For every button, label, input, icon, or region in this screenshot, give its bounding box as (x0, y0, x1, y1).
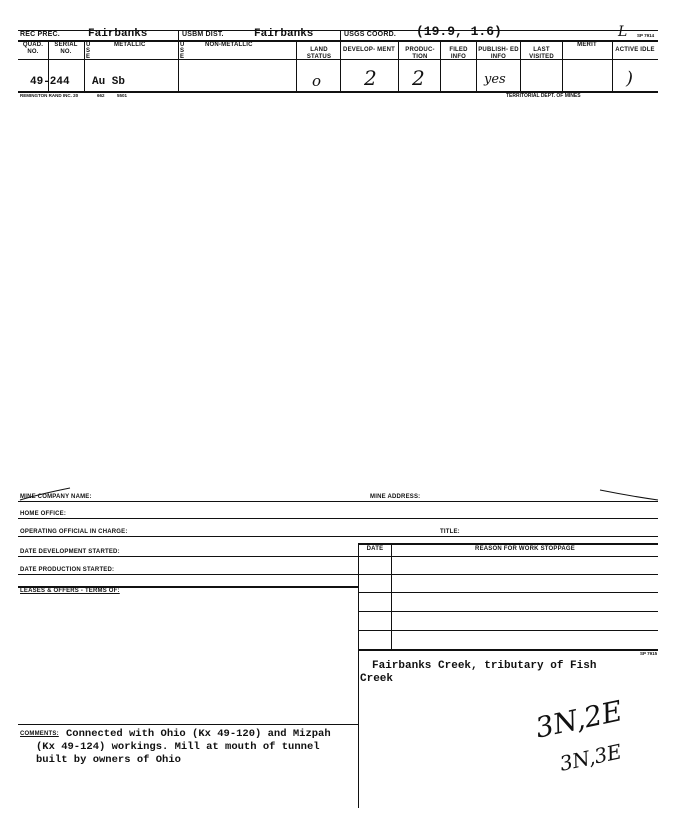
quad-serial-value: 49-244 (30, 76, 70, 88)
divider (398, 40, 399, 91)
usbm-dist-value: Fairbanks (254, 28, 314, 40)
col-use-nonmetallic: U S E (180, 42, 185, 60)
active-idle-value: ) (626, 68, 634, 89)
location-line-1: Fairbanks Creek, tributary of Fish (372, 660, 597, 672)
comments-line-1: Connected with Ohio (Kx 49-120) and Mizpah (66, 728, 331, 740)
corner-mark: L (618, 24, 628, 40)
divider (520, 40, 521, 91)
usbm-dist-label: USBM DIST. (182, 31, 224, 38)
divider (440, 40, 441, 91)
handwritten-township-1: 3N,2E (532, 694, 626, 745)
divider (562, 40, 563, 91)
stoppage-header-top (358, 543, 658, 545)
col-non-metallic: NON-METALLIC (205, 42, 253, 48)
usgs-coord-value: (19.9, 1.6) (416, 24, 502, 39)
card-top-edge (0, 478, 678, 508)
bottom-rule-3 (18, 536, 658, 537)
col-filed-info: FILED INFO (449, 47, 468, 60)
usgs-coord-label: USGS COORD. (344, 31, 396, 38)
published-info-value: yes (484, 72, 506, 87)
comments-line-3: built by owners of Ohio (36, 754, 181, 766)
comments-line-2: (Kx 49-124) workings. Mill at mouth of tunnel (36, 741, 320, 753)
divider (340, 40, 341, 91)
stoppage-row (358, 592, 658, 593)
col-active-idle: ACTIVE IDLE (615, 47, 655, 53)
divider (84, 40, 85, 91)
date-col-label: DATE (366, 546, 384, 552)
rec-prec-value: Fairbanks (88, 28, 148, 40)
col-metallic: METALLIC (114, 42, 146, 48)
divider (178, 30, 179, 40)
land-status-value: o (312, 72, 322, 90)
col-use-metallic: U S E (86, 42, 91, 60)
col-last-visited: LAST VISITED (529, 47, 554, 60)
production-value: 2 (412, 66, 425, 90)
stoppage-bottom (358, 649, 658, 651)
footer-printer: REMINGTON RAND INC. 20 (20, 93, 79, 98)
bottom-rule-4 (18, 556, 358, 557)
col-land-status: LAND STATUS (306, 47, 332, 60)
divider (178, 40, 179, 91)
col-merit: MERIT (577, 42, 597, 48)
reason-col-label: REASON FOR WORK STOPPAGE (475, 546, 575, 552)
col-development: DEVELOP- MENT (343, 47, 395, 53)
mine-company-name-label: MINE COMPANY NAME: (20, 494, 92, 500)
operating-official-label: OPERATING OFFICIAL IN CHARGE: (20, 529, 128, 535)
title-label: TITLE: (440, 529, 460, 535)
divider (340, 30, 341, 40)
rec-prec-label: REC PREC. (20, 31, 60, 38)
location-line-2: Creek (360, 673, 394, 685)
leases-label: LEASES & OFFERS - TERMS OF: (20, 588, 120, 594)
col-published-info: PUBLISH- ED INFO (478, 47, 519, 60)
col-production: PRODUC- TION (405, 47, 435, 60)
footer-code-a: 662 (97, 93, 105, 98)
comments-label: COMMENTS: (20, 731, 59, 737)
handwritten-township-2: 3N,3E (557, 739, 624, 776)
bottom-rule-2 (18, 518, 658, 519)
date-production-label: DATE PRODUCTION STARTED: (20, 567, 115, 573)
col-quad-no: QUAD. NO. (22, 42, 44, 55)
stoppage-row (358, 630, 658, 631)
form-code: SP 7914 (637, 33, 655, 38)
divider (476, 40, 477, 91)
bottom-rule-1 (18, 501, 658, 502)
footer-dept: TERRITORIAL DEPT. OF MINES (506, 93, 581, 99)
col-serial-no: SERIAL NO. (54, 42, 78, 55)
comments-rule (18, 724, 358, 725)
stoppage-row (358, 556, 658, 557)
development-value: 2 (364, 66, 377, 90)
mine-address-label: MINE ADDRESS: (370, 494, 421, 500)
date-col-divider (391, 543, 392, 649)
bottom-rule-5 (18, 574, 658, 575)
stoppage-row (358, 611, 658, 612)
date-development-label: DATE DEVELOPMENT STARTED: (20, 549, 120, 555)
center-divider (358, 543, 359, 808)
footer-code-b: 5501 (117, 93, 128, 98)
metallic-value: Au Sb (92, 76, 126, 88)
divider (296, 40, 297, 91)
form-code-bottom: SP 7915 (640, 651, 658, 656)
home-office-label: HOME OFFICE: (20, 511, 67, 517)
divider (612, 40, 613, 91)
